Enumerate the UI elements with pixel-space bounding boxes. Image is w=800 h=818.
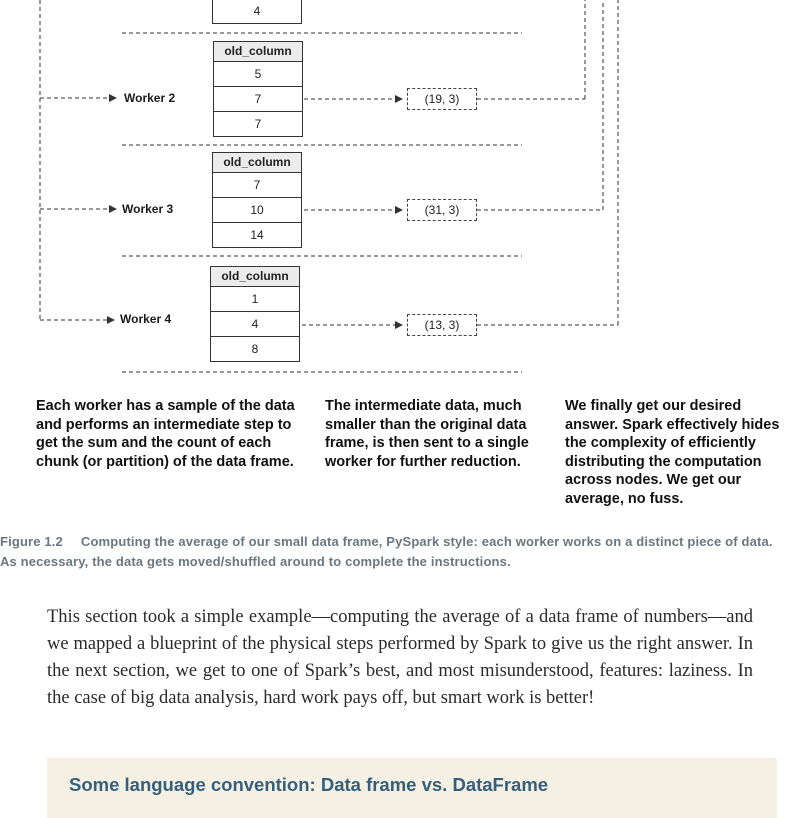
sidebar-title: Some language convention: Data frame vs. DataFrame — [69, 774, 549, 795]
figure-caption — [0, 532, 790, 572]
table-header: old_column — [213, 153, 301, 173]
worker-label: Worker 3 — [122, 202, 174, 216]
table-header: old_column — [211, 267, 299, 287]
table-cell: 7 — [213, 173, 301, 198]
table-cell: 10 — [213, 198, 301, 223]
worker-3-table — [212, 152, 302, 248]
worker-label: Worker 2 — [124, 91, 176, 105]
worker-2-table — [213, 41, 303, 137]
table-cell: 1 — [211, 287, 299, 312]
table-cell: 7 — [254, 117, 262, 131]
spark-average-diagram — [0, 0, 800, 385]
table-header: old_column — [214, 42, 302, 62]
table-cell: 4 — [253, 4, 261, 18]
sidebar-box — [47, 758, 777, 818]
diagram-connectors — [0, 0, 800, 385]
body-paragraph: This section took a simple example—computing the average of a data frame of numbers—and we mapped a blueprint of the physical steps performed by Spark to give us the right answer. In the next section, we get to one of Spark’s best, and most misunderstood, features: laziness. In the case of big data analysis, hard work pays off, but smart work is better! — [47, 607, 753, 708]
table-cell: 5 — [214, 62, 302, 87]
note-final-answer: We finally get our desired answer. Spark effectively hides the complexity of efficiently distributing the computation across nodes. We get our average, no fuss. — [565, 398, 780, 507]
worker-4-table — [210, 266, 300, 362]
intermediate-pair: (31, 3) — [407, 199, 477, 221]
note-intermediate: The intermediate data, much smaller than the original data frame, is then sent to a single worker for further reduction. — [325, 398, 529, 470]
figure-caption-text: Computing the average of our small data frame, PySpark style: each worker works on a distinct piece of data. As necessary, the data gets moved/shuffled around to complete the instructions. — [0, 534, 773, 569]
table-cell: 8 — [251, 342, 259, 356]
table-cell: 14 — [250, 228, 264, 242]
table-cell: 4 — [211, 312, 299, 337]
worker-label: Worker 4 — [120, 312, 172, 326]
intermediate-pair: (19, 3) — [407, 88, 477, 110]
intermediate-pair: (13, 3) — [407, 314, 477, 336]
note-workers: Each worker has a sample of the data and performs an intermediate step to get the sum and the count of each chunk (or partition) of the data frame. — [36, 398, 295, 470]
partial-table-worker-1 — [212, 0, 302, 24]
table-cell: 7 — [214, 87, 302, 112]
figure-number: Figure 1.2 — [0, 534, 63, 549]
